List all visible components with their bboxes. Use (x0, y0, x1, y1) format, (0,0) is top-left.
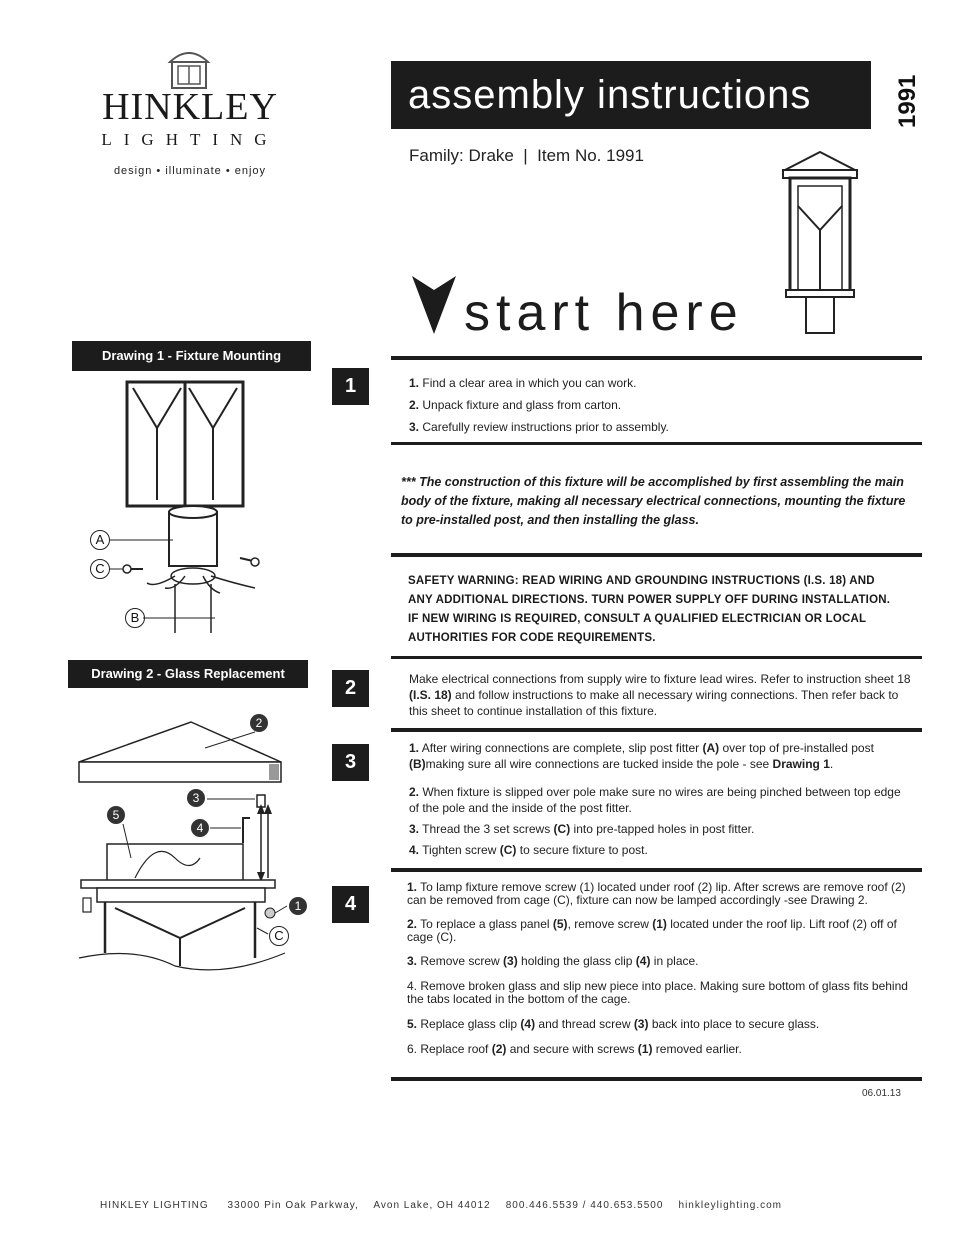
step-1-line: 3. Carefully review instructions prior to assembly. (409, 420, 669, 434)
divider (391, 553, 922, 557)
step-4-number: 4 (332, 886, 369, 923)
family-line: Family: Drake | Item No. 1991 (409, 146, 644, 165)
start-here-heading: start here (464, 284, 744, 342)
step-1-line: 2. Unpack fixture and glass from carton. (409, 398, 622, 412)
step-1-text (409, 372, 909, 438)
safety-warning: SAFETY WARNING: READ WIRING AND GROUNDING INSTRUCTIONS (I.S. 18) AND ANY ADDITIONAL DIRECTIONS. TURN POWER SUPPLY OFF DURING INSTALLATION. IF NEW WIRING IS REQUIRED, CONSULT A QUALIFIED ELECTRICIAN OR LOCAL AUTHORITIES FOR CODE REQUIREMENTS. (408, 575, 891, 644)
logo-brand: HINKLEY (102, 86, 278, 128)
divider (391, 1077, 922, 1081)
callout-1: 1 (289, 897, 307, 915)
divider (391, 728, 922, 732)
footer-contact: HINKLEY LIGHTING 33000 Pin Oak Parkway, Avon Lake, OH 44012 800.446.5539 / 440.653.5500 hinkleylighting.com (100, 1200, 782, 1211)
logo-sub: LIGHTING (101, 130, 279, 149)
callout-c: C (90, 559, 110, 579)
step-1-line: 1. Find a clear area in which you can work. (409, 376, 637, 390)
step-4-text: 1. To lamp fixture remove screw (1) located under roof (2) lip. After screws are remove roof (2) can be removed from cage (C), fixture can now be lamped accordingly -see Drawing 2. 2. To replace a glass panel (5), remove screw (1) located under the roof lip. Lift roof (2) off of cage (C). 3. Remove screw (3) holding the glass clip (4) in place. 4. Remove broken glass and slip new piece into place. Making sure bottom of glass fits behind the tabs located in the bottom of the cage. 5. Replace glass clip (4) and thread screw (3) back into place to secure glass. 6. Replace roof (2) and secure with screws (1) removed earlier. (407, 880, 908, 1056)
divider (391, 442, 922, 445)
drawing-2-label: Drawing 2 - Glass Replacement (68, 660, 308, 688)
callout-2: 2 (250, 714, 268, 732)
step-1-number: 1 (332, 368, 369, 405)
logo-tagline: design • illuminate • enjoy (113, 165, 267, 177)
divider (391, 656, 922, 659)
step-2-number: 2 (332, 670, 369, 707)
callout-4: 4 (191, 819, 209, 837)
callout-c2: C (269, 926, 289, 946)
callout-3: 3 (187, 789, 205, 807)
callout-5: 5 (107, 806, 125, 824)
hinkley-logo-lantern-icon (164, 44, 214, 92)
fixture-illustration (780, 150, 860, 335)
callout-a: A (90, 530, 110, 550)
construction-note: *** The construction of this fixture will be accomplished by first assembling the main body of the fixture, making all necessary electrical connections, mounting the fixture to pre-installed post, and then installing the glass. (401, 475, 906, 527)
step-3-number: 3 (332, 744, 369, 781)
step-2-text: Make electrical connections from supply wire to fixture lead wires. Refer to instruction sheet 18 (I.S. 18) and follow instructions to make all necessary wiring connections. Then refer back to this sheet to continue installation of this fixture. (409, 672, 911, 718)
drawing-1-label: Drawing 1 - Fixture Mounting (72, 341, 311, 371)
step-3-text: 1. After wiring connections are complete, slip post fitter (A) over top of pre-installed post (B)making sure all wire connections are tucked inside the pole - see Drawing 1. 2. When fixture is slipped over pole make sure no wires are being pinched between top edge of the pole and the inside of the post fitter. 3. Thread the 3 set screws (C) into pre-tapped holes in post fitter. 4. Tighten screw (C) to secure fixture to post. (409, 741, 901, 857)
drawing-1-fixture-mounting (85, 378, 285, 638)
page-title: assembly instructions (391, 61, 871, 129)
divider (391, 868, 922, 872)
divider (391, 356, 922, 360)
callout-b: B (125, 608, 145, 628)
revision-date: 06.01.13 (862, 1088, 901, 1099)
item-number-vertical: 1991 (894, 74, 921, 128)
start-arrow-icon (412, 276, 456, 334)
